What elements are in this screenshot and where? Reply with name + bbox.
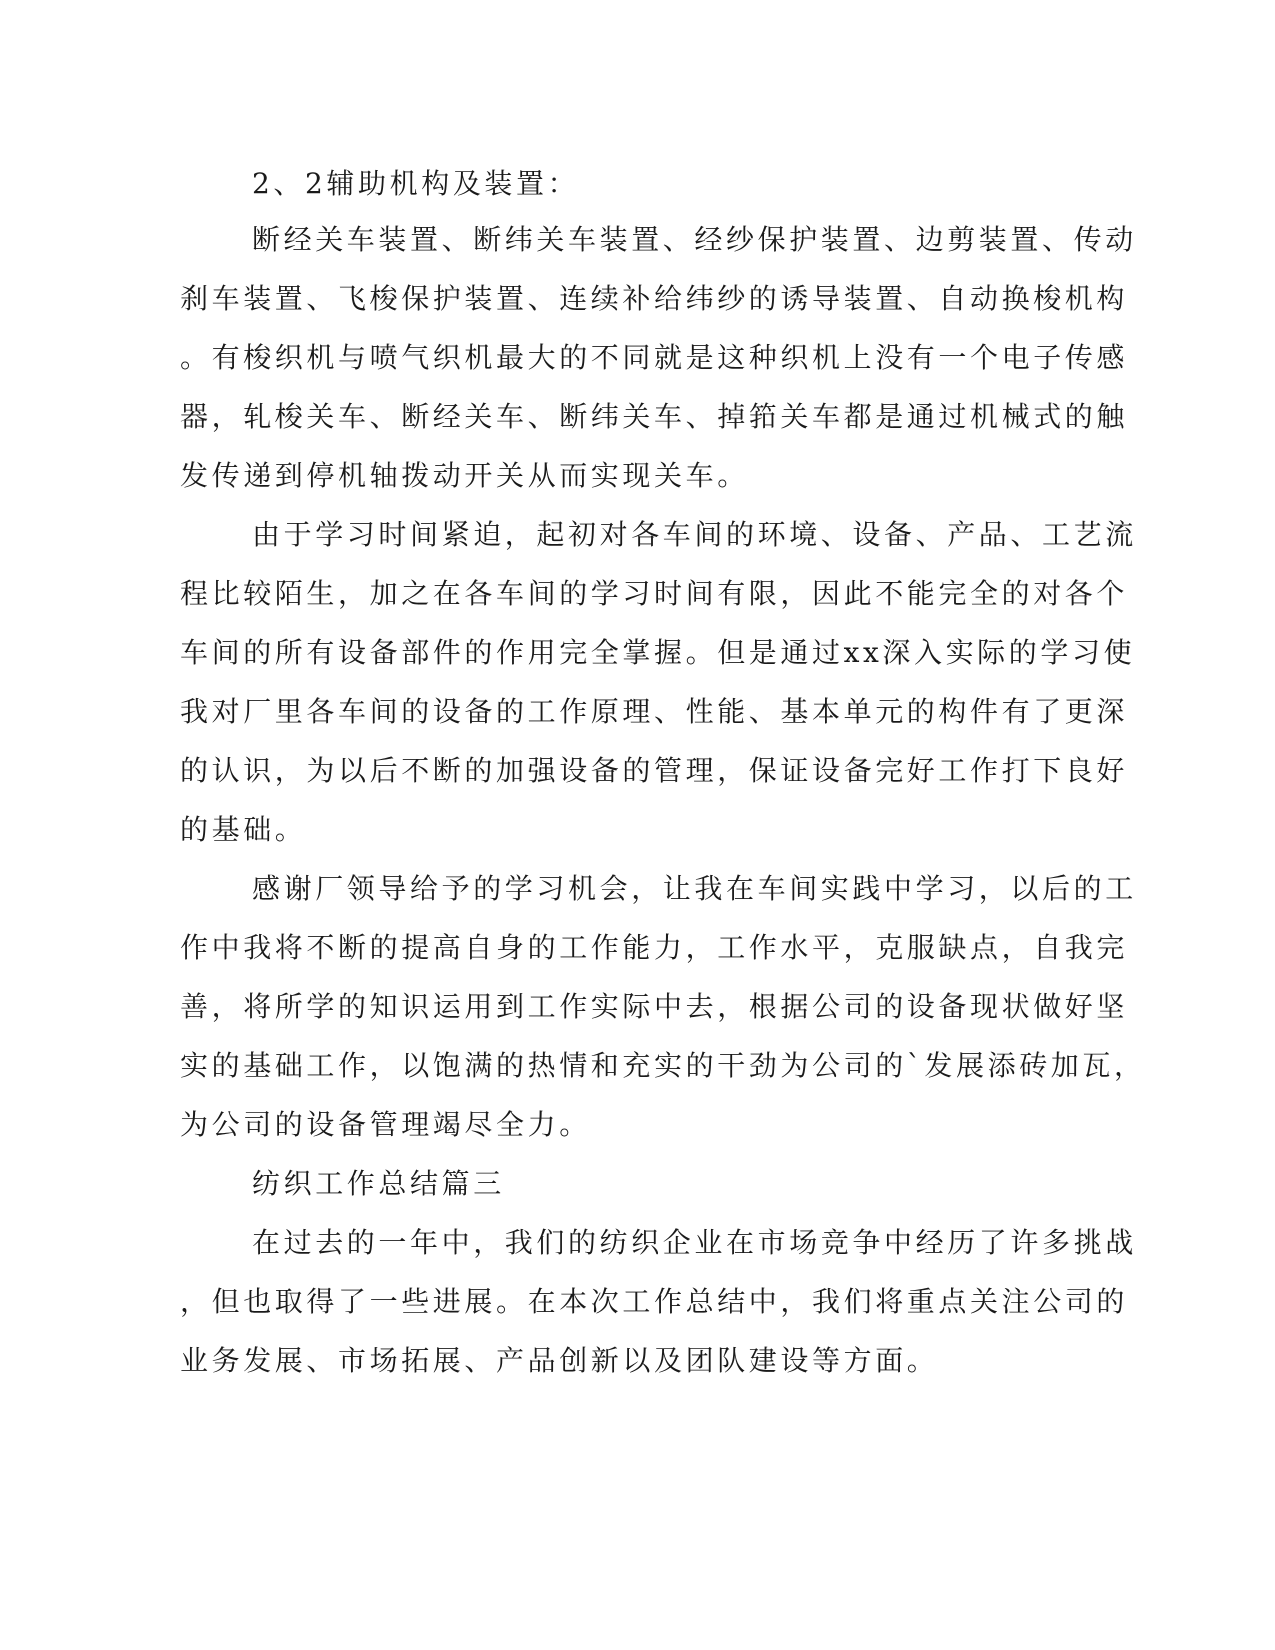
paragraph-line: 由于学习时间紧迫，起初对各车间的环境、设备、产品、工艺流 [252,518,1137,551]
paragraph-line: 发传递到停机轴拨动开关从而实现关车。 [180,459,749,492]
paragraph-line: 刹车装置、飞梭保护装置、连续补给纬纱的诱导装置、自动换梭机构 [180,282,1129,315]
paragraph-line: 。有梭织机与喷气织机最大的不同就是这种织机上没有一个电子传感 [180,341,1129,374]
paragraph-line: 的基础。 [180,813,307,846]
paragraph-line: 器，轧梭关车、断经关车、断纬关车、掉筘关车都是通过机械式的触 [180,400,1129,433]
paragraph-line: 作中我将不断的提高自身的工作能力，工作水平，克服缺点，自我完 [180,931,1129,964]
section-heading: 2、2辅助机构及装置： [252,167,580,200]
paragraph-line: 车间的所有设备部件的作用完全掌握。但是通过xx深入实际的学习使 [180,636,1136,669]
paragraph-line: 实的基础工作，以饱满的热情和充实的干劲为公司的`发展添砖加瓦， [180,1049,1146,1082]
paragraph-line: 为公司的设备管理竭尽全力。 [180,1108,591,1141]
paragraph-line: 善，将所学的知识运用到工作实际中去，根据公司的设备现状做好坚 [180,990,1129,1023]
paragraph-line: 的认识，为以后不断的加强设备的管理，保证设备完好工作打下良好 [180,754,1129,787]
paragraph-line: 程比较陌生，加之在各车间的学习时间有限，因此不能完全的对各个 [180,577,1129,610]
paragraph-line: 我对厂里各车间的设备的工作原理、性能、基本单元的构件有了更深 [180,695,1129,728]
paragraph-line: ，但也取得了一些进展。在本次工作总结中，我们将重点关注公司的 [180,1285,1129,1318]
paragraph-line: 业务发展、市场拓展、产品创新以及团队建设等方面。 [180,1344,939,1377]
paragraph-line: 断经关车装置、断纬关车装置、经纱保护装置、边剪装置、传动 [252,223,1137,256]
paragraph-line: 在过去的一年中，我们的纺织企业在市场竞争中经历了许多挑战 [252,1226,1137,1259]
paragraph-line: 感谢厂领导给予的学习机会，让我在车间实践中学习，以后的工 [252,872,1137,905]
section-heading: 纺织工作总结篇三 [252,1167,505,1200]
